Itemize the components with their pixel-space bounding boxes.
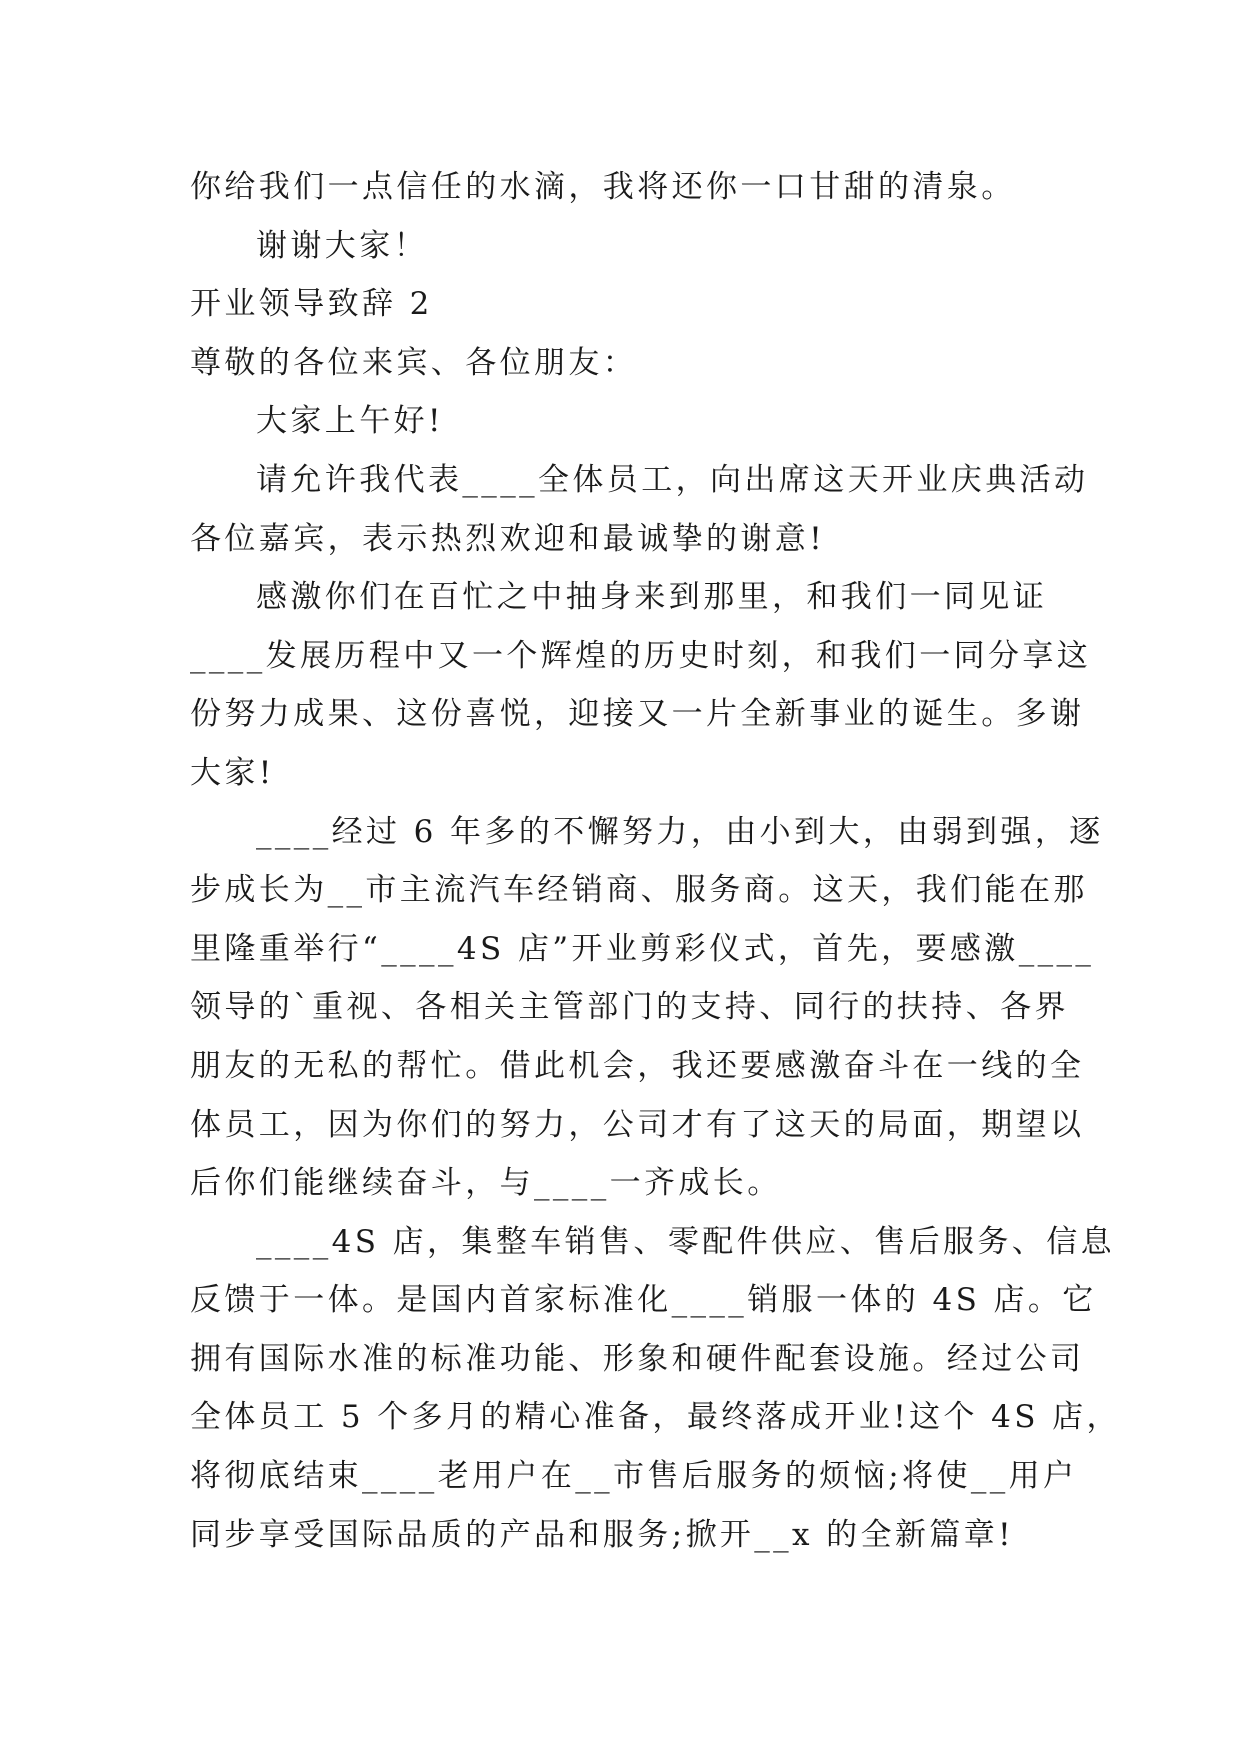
salutation: 尊敬的各位来宾、各位朋友： (190, 344, 638, 381)
text-line: 将彻底结束____老用户在__市售后服务的烦恼;将使__用户 (190, 1458, 1078, 1495)
text-line: 领导的`重视、各相关主管部门的支持、同行的扶持、各界 (190, 989, 1069, 1026)
text-line: 反馈于一体。是国内首家标准化____销服一体的 4S 店。它 (190, 1282, 1097, 1319)
text-line: 感激你们在百忙之中抽身来到那里，和我们一同见证 (256, 579, 1048, 616)
greeting: 大家上午好! (256, 403, 444, 440)
text-line: 大家! (190, 754, 275, 791)
text-line: 步成长为__市主流汽车经销商、服务商。这天，我们能在那 (190, 872, 1088, 909)
text-line: 全体员工 5 个多月的精心准备，最终落成开业!这个 4S 店， (190, 1399, 1121, 1436)
document-body (190, 158, 1121, 1564)
section-heading: 开业领导致辞 2 (190, 286, 433, 323)
text-line: 同步享受国际品质的产品和服务;掀开__x 的全新篇章! (190, 1516, 1015, 1553)
text-line: 谢谢大家！ (256, 227, 428, 264)
text-line: 后你们能继续奋斗，与____一齐成长。 (190, 1165, 782, 1202)
text-line: ____经过 6 年多的不懈努力，由小到大，由弱到强，逐 (256, 813, 1104, 850)
text-line: 拥有国际水准的标准功能、形象和硬件配套设施。经过公司 (190, 1340, 1085, 1377)
text-line: 体员工，因为你们的努力，公司才有了这天的局面，期望以 (190, 1106, 1085, 1143)
text-line: 里隆重举行“____4S 店”开业剪彩仪式，首先，要感激____ (190, 930, 1095, 967)
text-line: 份努力成果、这份喜悦，迎接又一片全新事业的诞生。多谢 (190, 696, 1085, 733)
text-line: 各位嘉宾，表示热烈欢迎和最诚挚的谢意! (190, 520, 826, 557)
text-line: 你给我们一点信任的水滴，我将还你一口甘甜的清泉。 (190, 169, 1016, 205)
text-line: ____4S 店，集整车销售、零配件供应、售后服务、信息 (256, 1223, 1116, 1260)
text-line: ____发展历程中又一个辉煌的历史时刻，和我们一同分享这 (190, 637, 1092, 674)
text-line: 朋友的无私的帮忙。借此机会，我还要感激奋斗在一线的全 (190, 1047, 1085, 1084)
text-line: 请允许我代表____全体员工，向出席这天开业庆典活动 (256, 461, 1089, 498)
